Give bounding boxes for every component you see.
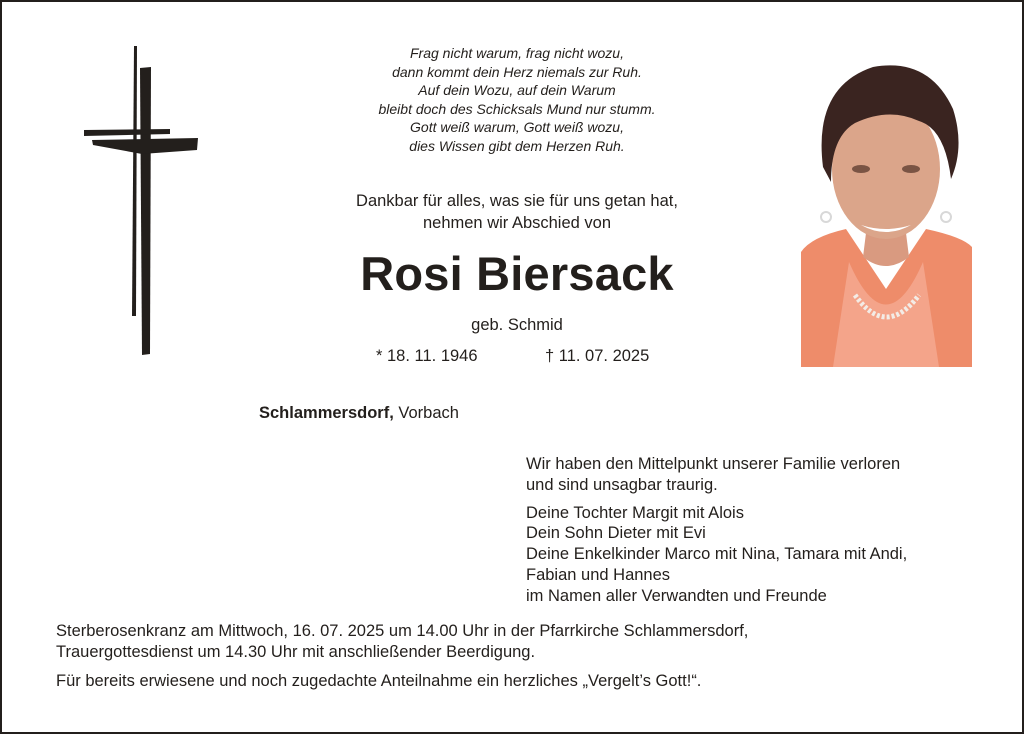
service-info — [56, 621, 748, 663]
family-line: Dein Sohn Dieter mit Evi — [526, 524, 706, 543]
deceased-name: Rosi Biersack — [360, 247, 674, 300]
service-line: Sterberosenkranz am Mittwoch, 16. 07. 2025 um 14.00 Uhr in der Pfarrkirche Schlammersdorf, — [56, 622, 749, 640]
cross-icon — [80, 44, 202, 358]
intro-line: Dankbar für alles, was sie für uns getan hat, — [356, 192, 678, 210]
family-line: im Namen aller Verwandten und Freunde — [526, 586, 827, 605]
poem-line: dann kommt dein Herz niemals zur Ruh. — [392, 63, 642, 80]
location-primary: Schlammersdorf, — [259, 404, 394, 422]
thanks-note: Für bereits erwiesene und noch zugedachte Anteilnahme ein herzliches „Vergelt’s Gott!“. — [56, 672, 702, 690]
service-line: Trauergottesdienst um 14.30 Uhr mit anschließender Beerdigung. — [56, 642, 536, 661]
portrait-photo — [801, 57, 972, 367]
family-line: Deine Enkelkinder Marco mit Nina, Tamara mit Andi, — [526, 545, 908, 564]
mourners-block — [526, 454, 907, 607]
poem-line: dies Wissen gibt dem Herzen Ruh. — [409, 137, 625, 154]
poem-line: bleibt doch des Schicksals Mund nur stumm. — [378, 100, 656, 117]
death-date: † 11. 07. 2025 — [545, 347, 650, 365]
intro-line: nehmen wir Abschied von — [422, 214, 612, 232]
poem-line: Gott weiß warum, Gott weiß wozu, — [410, 119, 624, 136]
family-line: Deine Tochter Margit mit Alois — [526, 503, 744, 522]
birth-date: * 18. 11. 1946 — [376, 347, 478, 365]
poem-line: Auf dein Wozu, auf dein Warum — [418, 82, 616, 99]
maiden-name: geb. Schmid — [471, 316, 563, 334]
family-line: Fabian und Hannes — [526, 565, 671, 584]
location — [259, 402, 459, 424]
poem-line: Frag nicht warum, frag nicht wozu, — [410, 45, 624, 61]
mourners-statement-line: und sind unsagbar traurig. — [526, 475, 718, 494]
mourners-statement-line: Wir haben den Mittelpunkt unserer Familie verloren — [526, 455, 901, 473]
location-secondary: Vorbach — [398, 404, 459, 422]
poem — [332, 44, 702, 156]
intro-text — [312, 190, 722, 234]
